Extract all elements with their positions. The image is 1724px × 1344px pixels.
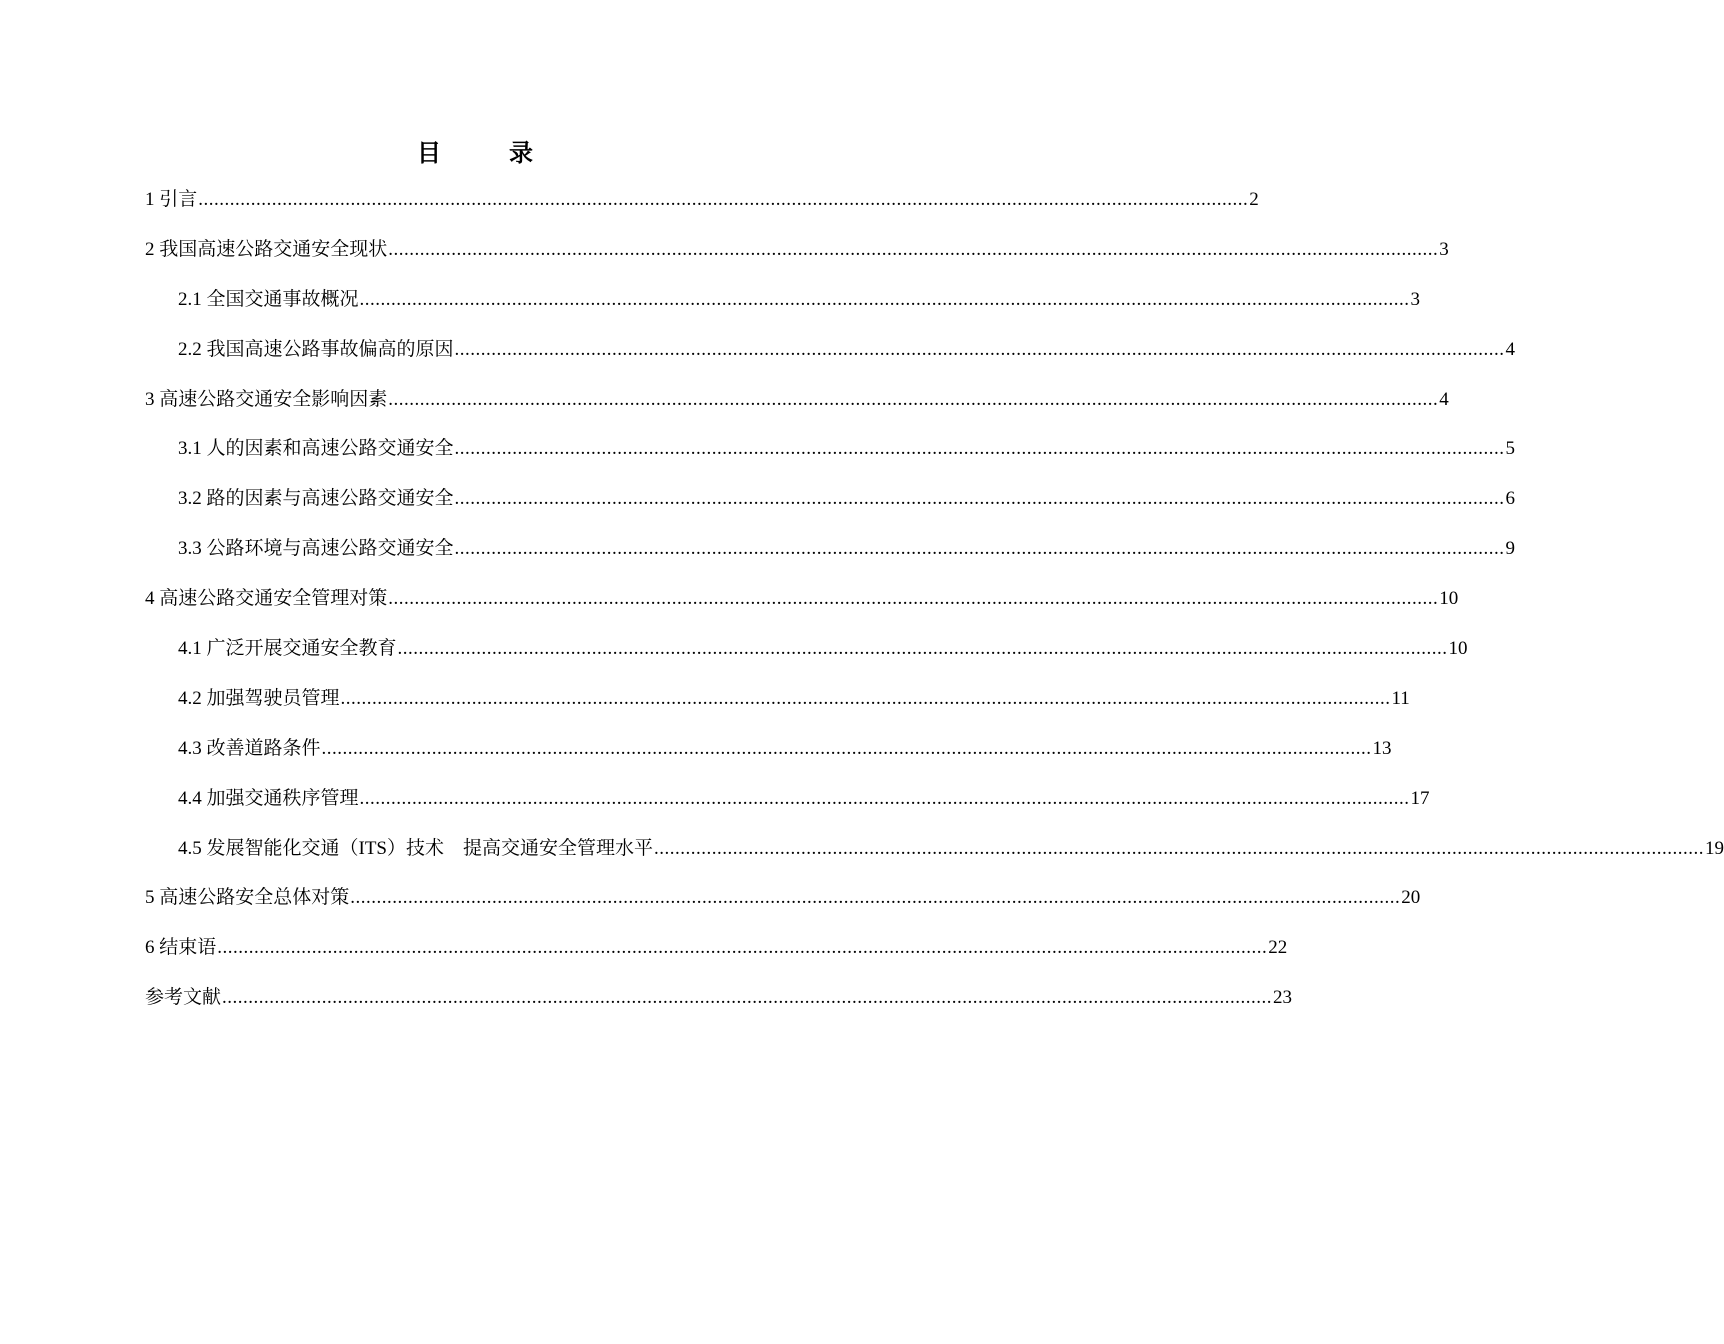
toc-page-number: 9 xyxy=(1505,538,1516,560)
toc-dot-leader: ........................................................................................................................................................................................................ xyxy=(397,638,1448,660)
toc-entry-label: 4.5 发展智能化交通（ITS）技术 提高交通安全管理水平 xyxy=(178,837,654,859)
toc-entry[interactable] xyxy=(145,233,1449,283)
toc-entry-label: 2.1 全国交通事故概况 xyxy=(178,288,359,310)
toc-entry-label: 4.3 改善道路条件 xyxy=(178,737,321,759)
toc-page-number: 13 xyxy=(1372,737,1392,759)
toc-entry[interactable] xyxy=(145,682,1410,732)
toc-dot-leader: ........................................................................................................................................................................................................ xyxy=(321,737,1372,759)
toc-entry[interactable] xyxy=(145,732,1392,782)
toc-page-number: 6 xyxy=(1505,488,1516,510)
toc-page-number: 3 xyxy=(1439,238,1449,260)
toc-dot-leader: ........................................................................................................................................................................................................ xyxy=(350,887,1401,909)
toc-dot-leader: ........................................................................................................................................................................................................ xyxy=(217,937,1268,959)
toc-entry[interactable] xyxy=(145,832,1724,882)
toc-entry[interactable] xyxy=(145,931,1288,981)
toc-page-number: 4 xyxy=(1439,388,1449,410)
toc-entry-label: 3 高速公路交通安全影响因素 xyxy=(145,388,388,410)
toc-entry[interactable] xyxy=(145,283,1421,333)
toc-dot-leader: ........................................................................................................................................................................................................ xyxy=(454,338,1505,360)
toc-dot-leader: ........................................................................................................................................................................................................ xyxy=(388,588,1439,610)
toc-dot-leader: ........................................................................................................................................................................................................ xyxy=(454,438,1505,460)
toc-dot-leader: ........................................................................................................................................................................................................ xyxy=(454,488,1505,510)
toc-page-number: 2 xyxy=(1249,189,1259,210)
toc-entry[interactable] xyxy=(145,632,1468,682)
toc-dot-leader: ........................................................................................................................................................................................................ xyxy=(359,288,1410,310)
toc-entry[interactable] xyxy=(145,981,1293,1031)
toc-page-number: 23 xyxy=(1273,987,1293,1009)
toc-entry[interactable] xyxy=(145,432,1516,482)
toc-entry-label: 4 高速公路交通安全管理对策 xyxy=(145,588,388,610)
toc-entry-label: 5 高速公路安全总体对策 xyxy=(145,887,350,909)
toc-entry-label: 2.2 我国高速公路事故偏高的原因 xyxy=(178,338,454,360)
toc-entry[interactable] xyxy=(145,482,1516,532)
toc-dot-leader: ........................................................................................................................................................................................................ xyxy=(654,837,1705,859)
toc-entry-label: 3.2 路的因素与高速公路交通安全 xyxy=(178,488,454,510)
toc-entry-label: 2 我国高速公路交通安全现状 xyxy=(145,238,388,260)
toc-page-number: 3 xyxy=(1410,288,1421,310)
toc-dot-leader: ........................................................................................................................................................................................................ xyxy=(388,238,1439,260)
toc-entry[interactable] xyxy=(145,383,1449,433)
toc-page-number: 22 xyxy=(1268,937,1288,959)
table-of-contents xyxy=(145,183,1724,1031)
toc-dot-leader: ........................................................................................................................................................................................................ xyxy=(454,538,1505,560)
toc-page-number: 10 xyxy=(1448,638,1468,660)
toc-dot-leader: ........................................................................................................................................................................................................ xyxy=(340,687,1391,709)
toc-entry-label: 3.1 人的因素和高速公路交通安全 xyxy=(178,438,454,460)
toc-entry[interactable] xyxy=(145,333,1516,383)
toc-dot-leader: ........................................................................................................................................................................................................ xyxy=(198,189,1249,210)
toc-dot-leader: ........................................................................................................................................................................................................ xyxy=(359,787,1410,809)
toc-page-number: 11 xyxy=(1391,687,1410,709)
toc-page-number: 10 xyxy=(1439,588,1459,610)
toc-page-number: 4 xyxy=(1505,338,1516,360)
toc-page-number: 20 xyxy=(1401,887,1421,909)
toc-entry[interactable] xyxy=(145,782,1430,832)
toc-page-number: 5 xyxy=(1505,438,1516,460)
toc-entry-label: 4.1 广泛开展交通安全教育 xyxy=(178,638,397,660)
toc-page-number: 19 xyxy=(1705,837,1724,859)
toc-entry[interactable] xyxy=(145,532,1516,582)
toc-entry-label: 6 结束语 xyxy=(145,937,217,959)
toc-entry-label: 4.4 加强交通秩序管理 xyxy=(178,787,359,809)
toc-title: 目 录 xyxy=(417,139,555,167)
toc-entry[interactable] xyxy=(145,881,1421,931)
toc-entry-label: 参考文献 xyxy=(145,987,222,1009)
toc-entry[interactable] xyxy=(145,183,1259,233)
toc-page-number: 17 xyxy=(1410,787,1430,809)
toc-entry-label: 3.3 公路环境与高速公路交通安全 xyxy=(178,538,454,560)
toc-dot-leader: ........................................................................................................................................................................................................ xyxy=(222,987,1273,1009)
toc-entry-label: 1 引言 xyxy=(145,189,198,210)
toc-entry[interactable] xyxy=(145,582,1459,632)
toc-dot-leader: ........................................................................................................................................................................................................ xyxy=(388,388,1439,410)
toc-entry-label: 4.2 加强驾驶员管理 xyxy=(178,687,340,709)
